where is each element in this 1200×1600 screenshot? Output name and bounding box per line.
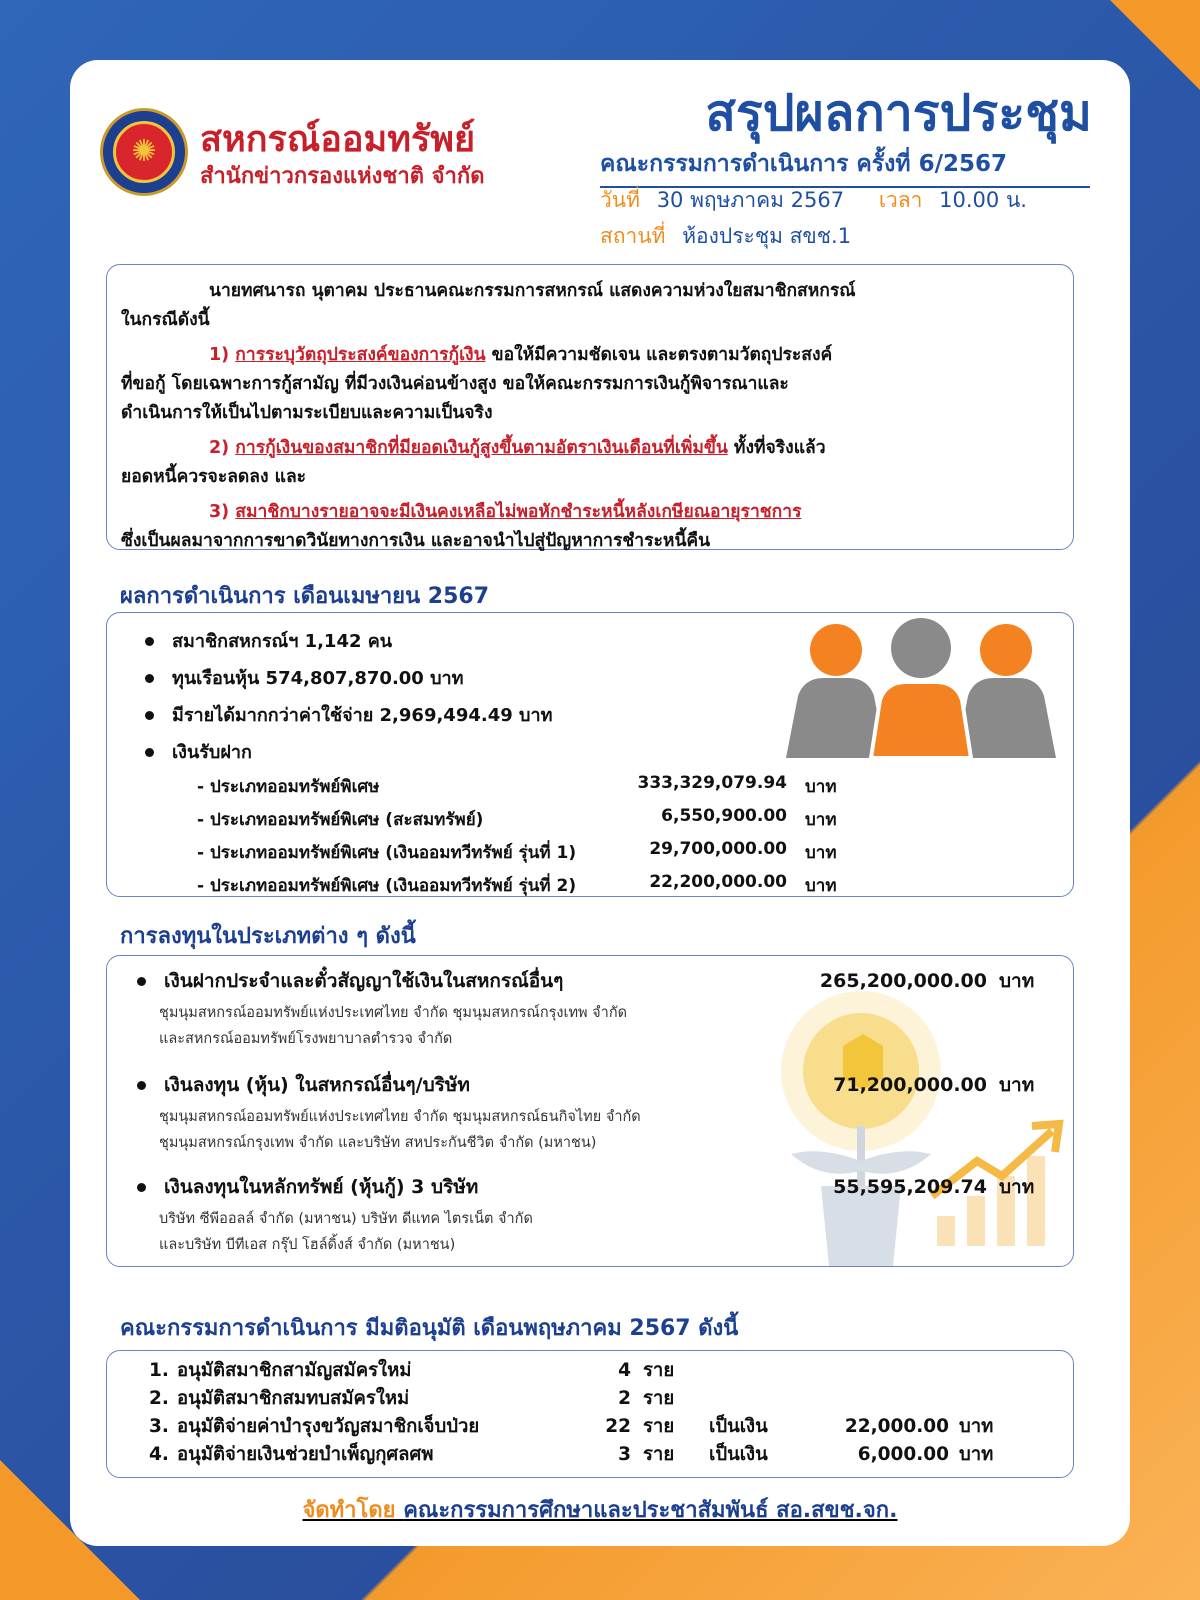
investment-amount: 71,200,000.00 — [833, 1074, 987, 1096]
approval-unit: ราย — [643, 1444, 675, 1465]
approval-text: อนุมัติจ่ายค่าบำรุงขวัญสมาชิกเจ็บป่วย — [177, 1416, 480, 1437]
concern-1 — [121, 341, 1059, 370]
logo-emblem: ✺ — [100, 108, 188, 196]
intro-opening-cont: ในกรณีดังนี้ — [121, 310, 210, 330]
concern-1-cont2: ดำเนินการให้เป็นไปตามระเบียบและความเป็นจริง — [121, 403, 493, 423]
approval-num: 1. — [149, 1360, 169, 1381]
approval-currency: บาท — [959, 1416, 994, 1437]
investment-desc: ชุมนุมสหกรณ์ออมทรัพย์แห่งประเทศไทย จำกัด ชุมนุมสหกรณ์กรุงเทพ จำกัด — [159, 1005, 628, 1021]
meeting-place — [600, 220, 851, 253]
approval-amount-label: เป็นเงิน — [709, 1444, 768, 1465]
page-title: สรุปผลการประชุม — [705, 84, 1092, 142]
summary-card — [70, 60, 1130, 1546]
investment-desc: บริษัท ซีพีออลล์ จำกัด (มหาชน) บริษัท ดีแทค ไตรเน็ต จำกัด — [159, 1211, 533, 1227]
operations-title: ผลการดำเนินการ เดือนเมษายน 2567 — [120, 584, 490, 609]
investment-desc: และสหกรณ์ออมทรัพย์โรงพยาบาลตำรวจ จำกัด — [159, 1031, 453, 1047]
investment-unit: บาท — [999, 970, 1035, 992]
investment-head: เงินฝากประจำและตั๋วสัญญาใช้เงินในสหกรณ์อื่นๆ — [164, 970, 564, 992]
investment-amount: 265,200,000.00 — [819, 970, 987, 992]
investment-unit: บาท — [999, 1176, 1035, 1198]
investment-head: เงินลงทุน (หุ้น) ในสหกรณ์อื่นๆ/บริษัท — [164, 1074, 470, 1096]
org-name: สหกรณ์ออมทรัพย์ — [200, 119, 476, 160]
list-item — [145, 697, 552, 734]
approval-amount-label: เป็นเงิน — [709, 1416, 768, 1437]
people-icon — [776, 618, 1066, 758]
concern-1-num: 1) — [209, 345, 230, 365]
deposit-amount: 22,200,000.00 — [649, 872, 787, 892]
investment-item — [137, 1070, 1047, 1156]
approval-count: 3 — [618, 1444, 631, 1465]
approvals-box — [106, 1350, 1074, 1478]
list-item — [145, 623, 552, 660]
approval-text: อนุมัติสมาชิกสมทบสมัครใหม่ — [177, 1388, 410, 1409]
investment-amount: 55,595,209.74 — [833, 1176, 987, 1198]
investments-box — [106, 955, 1074, 1267]
deposit-name: - ประเภทออมทรัพย์พิเศษ (เงินออมทวีทรัพย์ รุ่นที่ 1) — [197, 843, 577, 863]
approval-num: 3. — [149, 1416, 169, 1437]
approval-row — [149, 1441, 1049, 1469]
approval-count: 2 — [618, 1388, 631, 1409]
meeting-number: คณะกรรมการดำเนินการ ครั้งที่ 6/2567 — [600, 146, 1090, 188]
concern-2-rest: ทั้งที่จริงแล้ว — [727, 438, 826, 458]
concern-2 — [121, 434, 1059, 463]
investment-item — [137, 1172, 1047, 1258]
approval-count: 22 — [605, 1416, 631, 1437]
deposit-amount: 333,329,079.94 — [637, 773, 787, 793]
deposit-unit: บาท — [805, 777, 837, 797]
date-value: 30 พฤษภาคม 2567 — [656, 188, 845, 212]
deposit-amount: 29,700,000.00 — [649, 839, 787, 859]
prepared-by-footer — [70, 1492, 1130, 1527]
time-value: 10.00 น. — [939, 188, 1027, 212]
date-label: วันที่ — [600, 188, 640, 212]
concern-1-rest: ขอให้มีความชัดเจน และตรงตามวัตถุประสงค์ — [485, 345, 833, 365]
approval-text: อนุมัติสมาชิกสามัญสมัครใหม่ — [177, 1360, 412, 1381]
approval-currency: บาท — [959, 1444, 994, 1465]
concern-3-cont: ซึ่งเป็นผลมาจากการขาดวินัยทางการเงิน และอาจนำไปสู่ปัญหาการชำระหนี้คืน — [121, 531, 711, 551]
concern-2-title: การกู้เงินของสมาชิกที่มียอดเงินกู้สูงขึ้นตามอัตราเงินเดือนที่เพิ่มขึ้น — [235, 438, 728, 458]
place-label: สถานที่ — [600, 224, 666, 248]
concern-2-num: 2) — [209, 438, 230, 458]
place-value: ห้องประชุม สขช.1 — [682, 224, 852, 248]
approval-row — [149, 1413, 1049, 1441]
approvals-title: คณะกรรมการดำเนินการ มีมติอนุมัติ เดือนพฤษภาคม 2567 ดังนี้ — [120, 1316, 739, 1341]
share-capital: ทุนเรือนหุ้น 574,807,870.00 บาท — [172, 668, 464, 689]
meeting-date-time — [600, 184, 1027, 217]
approval-num: 4. — [149, 1444, 169, 1465]
org-subtitle: สำนักข่าวกรองแห่งชาติ จำกัด — [200, 164, 485, 189]
investment-desc: และบริษัท บีทีเอส กรุ๊ป โฮล์ดิ้งส์ จำกัด (มหาชน) — [159, 1237, 456, 1253]
net-income: มีรายได้มากกว่าค่าใช้จ่าย 2,969,494.49 บาท — [172, 705, 553, 726]
approval-row — [149, 1357, 1049, 1385]
deposit-amount: 6,550,900.00 — [661, 806, 787, 826]
approval-text: อนุมัติจ่ายเงินช่วยบำเพ็ญกุศลศพ — [177, 1444, 434, 1465]
approval-unit: ราย — [643, 1416, 675, 1437]
members-count: สมาชิกสหกรณ์ฯ 1,142 คน — [172, 631, 393, 652]
investment-unit: บาท — [999, 1074, 1035, 1096]
deposit-name: - ประเภทออมทรัพย์พิเศษ (สะสมทรัพย์) — [197, 810, 484, 830]
concern-1-title: การระบุวัตถุประสงค์ของการกู้เงิน — [235, 345, 486, 365]
concern-3-title: สมาชิกบางรายอาจจะมีเงินคงเหลือไม่พอหักชำระหนี้หลังเกษียณอายุราชการ — [235, 502, 802, 522]
approval-num: 2. — [149, 1388, 169, 1409]
concern-3-num: 3) — [209, 502, 230, 522]
footer-value: คณะกรรมการศึกษาและประชาสัมพันธ์ สอ.สขช.จก. — [403, 1498, 898, 1523]
investments-title: การลงทุนในประเภทต่าง ๆ ดังนี้ — [120, 924, 416, 949]
concern-1-cont: ที่ขอกู้ โดยเฉพาะการกู้สามัญ ที่มีวงเงินค่อนข้างสูง ขอให้คณะกรรมการเงินกู้พิจารณาและ — [121, 374, 789, 394]
deposit-name: - ประเภทออมทรัพย์พิเศษ — [197, 777, 380, 797]
investment-head: เงินลงทุนในหลักทรัพย์ (หุ้นกู้) 3 บริษัท — [164, 1176, 479, 1198]
approval-unit: ราย — [643, 1360, 675, 1381]
time-label: เวลา — [878, 188, 923, 212]
deposit-unit: บาท — [805, 810, 837, 830]
operations-list — [145, 623, 552, 771]
investment-item — [137, 966, 1047, 1052]
deposit-name: - ประเภทออมทรัพย์พิเศษ (เงินออมทวีทรัพย์ รุ่นที่ 2) — [197, 876, 577, 896]
concern-3 — [121, 498, 1059, 527]
investment-desc: ชุมนุมสหกรณ์กรุงเทพ จำกัด และบริษัท สหประกันชีวิต จำกัด (มหาชน) — [159, 1135, 597, 1151]
list-item — [145, 660, 552, 697]
approval-count: 4 — [618, 1360, 631, 1381]
deposits-label: เงินรับฝาก — [172, 742, 252, 763]
approval-unit: ราย — [643, 1388, 675, 1409]
chairman-concerns-box — [106, 264, 1074, 550]
investment-desc: ชุมนุมสหกรณ์ออมทรัพย์แห่งประเทศไทย จำกัด ชุมนุมสหกรณ์ธนกิจไทย จำกัด — [159, 1109, 641, 1125]
concern-2-cont: ยอดหนี้ควรจะลดลง และ — [121, 467, 307, 487]
approval-amount: 6,000.00 — [857, 1444, 949, 1465]
deposit-unit: บาท — [805, 876, 837, 896]
footer-label: จัดทำโดย — [302, 1498, 396, 1523]
list-item — [145, 734, 552, 771]
approval-row — [149, 1385, 1049, 1413]
deposit-unit: บาท — [805, 843, 837, 863]
intro-opening: นายทศนารถ นุตาคม ประธานคณะกรรมการสหกรณ์ แสดงความห่วงใยสมาชิกสหกรณ์ — [209, 281, 856, 301]
approval-amount: 22,000.00 — [844, 1416, 949, 1437]
